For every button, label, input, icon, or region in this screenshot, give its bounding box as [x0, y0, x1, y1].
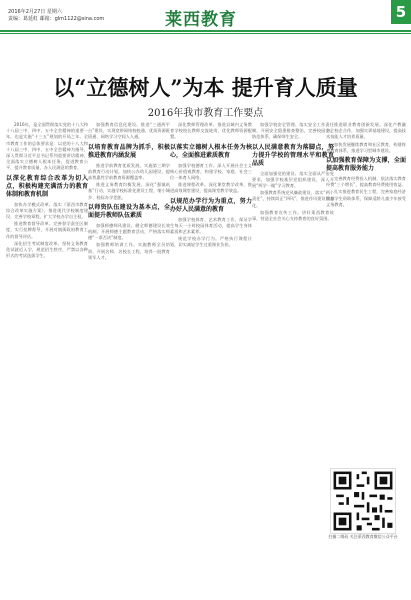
paragraph: 加强师德师风建设。健全师德建设长效机制，开展师德主题教育活动，严格落实师德“一票否决”制度。 — [88, 222, 170, 241]
masthead-rule-thin — [0, 33, 411, 34]
paragraph: 推进职业教育创新发展。深化产教融合、校企合作，加强实训基地建设，提高技术技能人才培养质量。 — [326, 122, 406, 140]
paragraph: 加快发展继续教育和社区教育，构建终身教育体系，推进学习型城市建设。 — [326, 141, 406, 153]
paragraph: 深化招生考试制度改革。坚持义务教育免试就近入学，规范招生秩序，严禁以各种形式的考试选拔学生。 — [6, 240, 88, 259]
paragraph: 扎实推进教育民生工程，完善家庭经济困难学生资助体系，保障适龄儿童少年接受义务教育。 — [326, 189, 406, 207]
section-heading: 以深化教育综合改革为切入点，积极构建充满活力的教育体制和教育机制 — [6, 174, 88, 198]
section-heading: 以培育教育品牌为抓手，积极推进教育内涵发展 — [88, 143, 170, 159]
section-title: 莱西教育 — [165, 10, 237, 30]
section-heading: 以规范办学行为为重点，努力办好人民满意的教育 — [170, 197, 252, 213]
paragraph: 推进课程改革。深化课堂教学改革，推进高效课堂建设，提高课堂教学效益。 — [170, 182, 252, 194]
masthead — [0, 0, 411, 40]
qr-caption: 扫描二维码 关注莱西教育微信公众平台 — [328, 534, 398, 539]
paragraph: 加强教育系统党风廉政建设，落实“两个责任”，持续纠正“四风”，推进作风建设常态化。 — [252, 190, 334, 208]
paragraph: 推进学前教育优质发展。实施第三期学前教育行动计划，加快公办幼儿园建设，提高普惠性学前教育资源覆盖率。 — [88, 162, 170, 181]
paragraph: 加强教师培训工作。实施教师全员培训，开展名师、名校长工程，培养一批教育领军人才。 — [88, 242, 170, 260]
article-column — [326, 122, 406, 462]
paragraph: 规范学校办学行为。严格执行课程计划，切实减轻学生过重课业负担。 — [170, 236, 252, 248]
paragraph: 2016年，是全面贯彻落实党的十八大和十八届三中、四中、五中全会精神的重要一年，也是实施“十三五”规划的开局之年。全市教育工作的总体要求是：以党的十八大和十八届三中、四中、五中全会精神为指导，深入贯彻习近平总书记系列重要讲话精神，全面落实立德树人根本任务，促进教育公平，提升教育质量，办人民满意的教育。 — [6, 122, 88, 171]
paragraph: 加强学校德育工作。深入开展社会主义核心价值观教育，构建学校、家庭、社会三位一体育人网络。 — [170, 162, 252, 181]
article-column — [6, 122, 88, 260]
article-column — [252, 122, 334, 223]
paragraph: 完善教育经费投入机制，依法落实教育经费“三个增长”，提高教育经费使用效益。 — [326, 176, 406, 188]
article-headline: 以“立德树人”为本 提升育人质量 — [53, 75, 358, 100]
issue-date: 2016年2月27日 星期六 — [8, 9, 62, 15]
qr-code — [330, 468, 396, 534]
paragraph: 深化教师管理改革。推进县域内义务教育学校校长教师交流轮岗，优化教师资源配置。 — [170, 122, 252, 140]
section-heading: 以师资队伍建设为基本点，全面提升教师队伍素质 — [88, 203, 170, 219]
section-heading: 以人民满意教育为落脚点，努力提升学校的管理水平和教育品质 — [252, 143, 334, 167]
masthead-date — [8, 9, 104, 23]
paragraph: 推进教育督导改革。完善督学责任区制度，实行挂牌督导，开展对镇街政府教育工作的督导评估。 — [6, 221, 88, 239]
article-column — [170, 122, 252, 250]
article-subheadline: 2016年我市教育工作要点 — [147, 108, 264, 119]
paragraph: 加强学校体育、艺术教育工作，保证学生每天一小时校园体育活动，提高学生身体素质和艺术素养。 — [170, 216, 252, 235]
paragraph: 加强教育宣传工作。讲好莱西教育故事，营造全社会关心支持教育的良好氛围。 — [252, 209, 334, 222]
section-heading: 以落实立德树人根本任务为核心，全面推进素质教育 — [170, 143, 252, 159]
masthead-rule — [0, 30, 411, 32]
page-number: 5 — [391, 0, 411, 24]
paragraph: 推进义务教育均衡发展。深化“强镇筑基”行动，实施学校标准化建设工程，缩小城乡、校际办学差距。 — [88, 182, 170, 200]
paragraph: 加强教育信息化建设。推进“三通两平台”建设，实现宽带网络校校通、优质资源班班通、网络学习空间人人通。 — [88, 122, 170, 140]
qr-code-icon — [331, 469, 395, 533]
article-column — [88, 122, 170, 262]
section-heading: 以加强教育保障为支撑，全面提高教育服务能力 — [326, 157, 406, 173]
paragraph: 加快办学模式改革。落实《莱西市教育综合改革实施方案》，推进现代学校制度建设，完善学校章程，扩大学校办学自主权。 — [6, 201, 88, 220]
editor-contact: 责编：葛延虹 邮箱：glm1122@sina.com — [8, 16, 105, 22]
paragraph: 加强学校安全管理。落实安全工作责任制，开展安全隐患排查整治，完善校园安全防范体系，确保师生安全。 — [252, 122, 334, 140]
paragraph: 全面加强党的建设。落实全面从严治党要求，加强学校基层党组织建设，深入开展“两学一做”学习教育。 — [252, 170, 334, 189]
